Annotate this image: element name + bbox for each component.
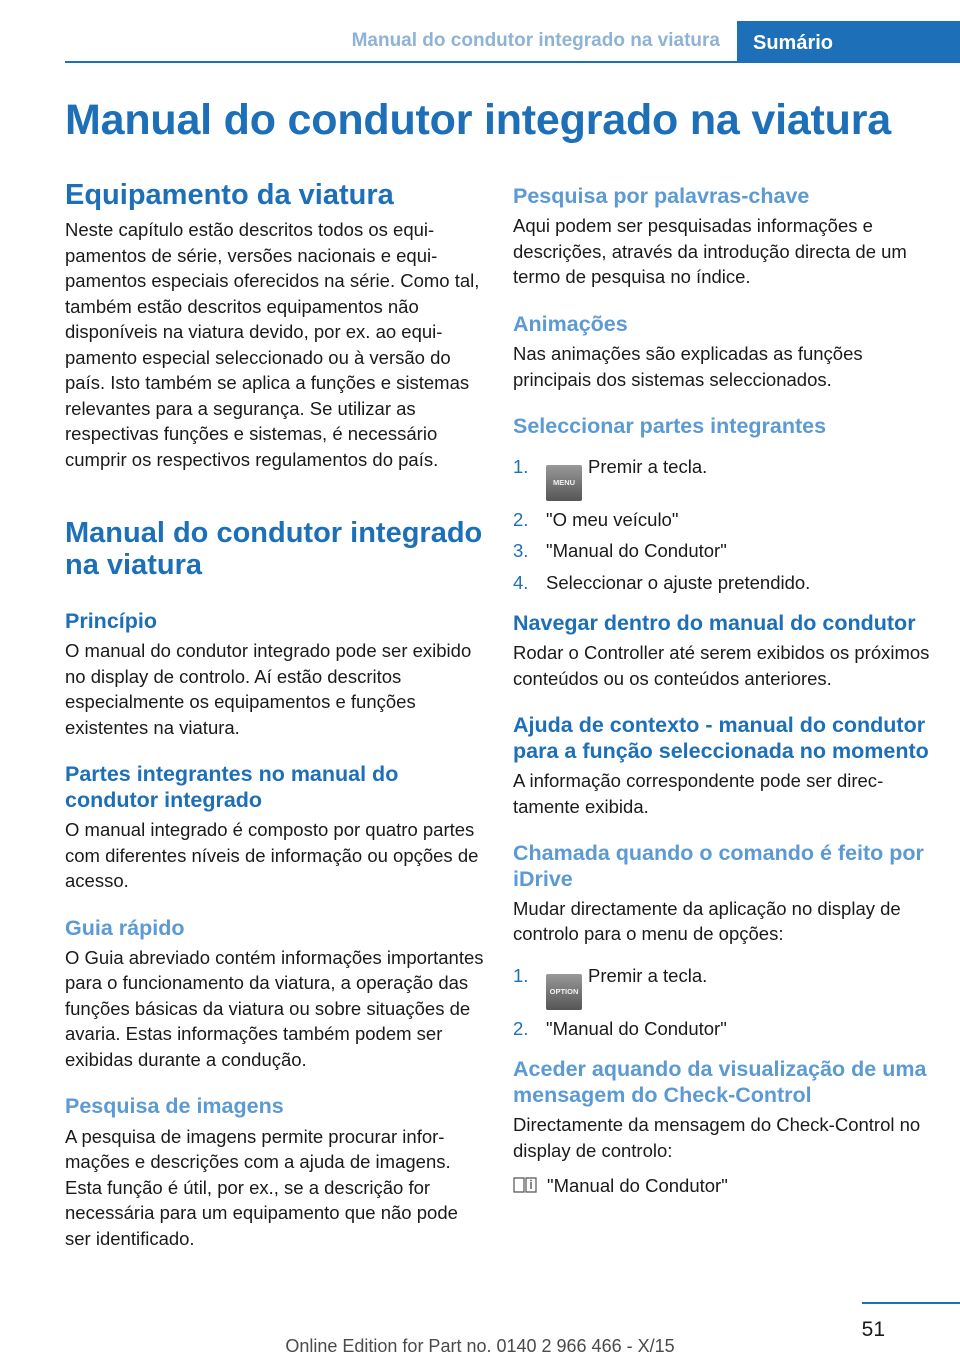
list-item [513,507,938,533]
para-animacoes: Nas animações são explicadas as funções principais dos sistemas seleccionados. [513,343,863,390]
step-text: "O meu veículo" [546,508,679,530]
right-column [513,184,938,1199]
page-number: 51 [861,1318,885,1341]
heading-chamada-idrive: Chamada quando o comando é feito por iDrive [513,841,924,891]
step-text: Seleccionar o ajuste pretendido. [546,571,811,593]
steps-chamada [513,963,938,1042]
header-tab-summary[interactable]: Sumário [737,21,960,63]
heading-manual: Manual do condutor integrado na viatura [65,517,483,581]
step-text: "Manual do Condutor" [546,540,727,562]
menu-key-icon: MENU [546,465,582,501]
step-text: Premir a tecla. [588,964,708,986]
step-number: 3. [513,540,529,562]
para-ajuda-contexto: A informação correspondente pode ser directamente exibida. [513,770,884,817]
step-number: 2. [513,508,529,530]
page-title: Manual do condutor integrado na viatura [65,96,891,144]
heading-partes: Partes integrantes no manual do condutor integrado [65,762,399,812]
steps-seleccionar [513,454,938,596]
para-aceder-check-control: Directamente da mensagem do Check-Control no display de controlo: [513,1114,921,1161]
manual-book-icon [513,1176,537,1194]
para-equipamento: Neste capítulo estão descritos todos os equipamentos de série, versões nacionais e equipamentos especiais oferecidos na série. Como tal, também estão descritos equipamentos não disponíveis na viatura devido, por ex. ao equipamento especial seleccionado ou à versão do país. Isto também se aplica a funções e sistemas relevantes para a segurança. Se utilizar as respectivas funções e sistemas, é necessário cumprir os respectivos regulamentos do país. [65,219,480,470]
list-item [513,1016,938,1042]
step-number: 4. [513,571,529,593]
heading-palavras-chave: Pesquisa por palavras-chave [513,184,810,208]
list-item [513,570,938,596]
manual-note-line [513,1173,938,1199]
heading-guia-rapido: Guia rápido [65,915,185,940]
para-principio: O manual do condutor integrado pode ser exibido no display de controlo. Aí estão descritos especialmente os equipamentos e funções existentes na viatura. [65,640,472,738]
left-column [65,180,485,1251]
heading-equipamento: Equipamento da viatura [65,179,394,211]
para-navegar: Rodar o Controller até serem exibidos os próximos conteúdos ou os conteúdos anteriores. [513,642,930,689]
option-key-icon: OPTION [546,974,582,1010]
heading-aceder-check-control: Aceder aquando da visualização de uma mensagem do Check-Control [513,1057,927,1107]
note-text: "Manual do Condutor" [547,1175,728,1197]
header-rule [65,61,960,63]
para-partes: O manual integrado é composto por quatro partes com diferentes níveis de informação ou opções de acesso. [65,819,479,892]
header-chapter-title: Manual do condutor integrado na viatura [351,30,720,51]
step-number: 1. [513,964,529,986]
footer-rule [862,1302,960,1304]
heading-animacoes: Animações [513,311,628,336]
step-text: "Manual do Condutor" [546,1017,727,1039]
heading-pesquisa-imagens: Pesquisa de imagens [65,1094,284,1119]
para-palavras-chave: Aqui podem ser pesquisadas informações e descrições, através da introdução directa de um termo de pesquisa no índice. [513,215,907,288]
step-number: 1. [513,455,529,477]
heading-seleccionar: Seleccionar partes integrantes [513,414,827,439]
heading-principio: Princípio [65,608,157,633]
step-number: 2. [513,1017,529,1039]
footer-edition: Online Edition for Part no. 0140 2 966 466 - X/15 [285,1336,675,1356]
heading-ajuda-contexto: Ajuda de contexto - manual do condutor para a função seleccionada no momento [513,713,929,763]
list-item [513,963,938,1010]
para-chamada-idrive: Mudar directamente da aplicação no display de controlo para o menu de opções: [513,897,901,945]
list-item [513,538,938,564]
para-pesquisa-imagens: A pesquisa de imagens permite procurar informações e descrições com a ajuda de imagens. Esta função é útil, por ex., se a descrição for necessária para um equipamento que não pode ser identificado. [65,1125,458,1249]
step-text: Premir a tecla. [588,455,708,477]
list-item [513,454,938,501]
heading-navegar: Navegar dentro do manual do condutor [513,611,916,636]
para-guia-rapido: O Guia abreviado contém informações importantes para o funcionamento da viatura, a operação das funções básicas da viatura ou sobre situações de avaria. Estas informações também podem ser exibidas durante a condução. [65,946,484,1070]
